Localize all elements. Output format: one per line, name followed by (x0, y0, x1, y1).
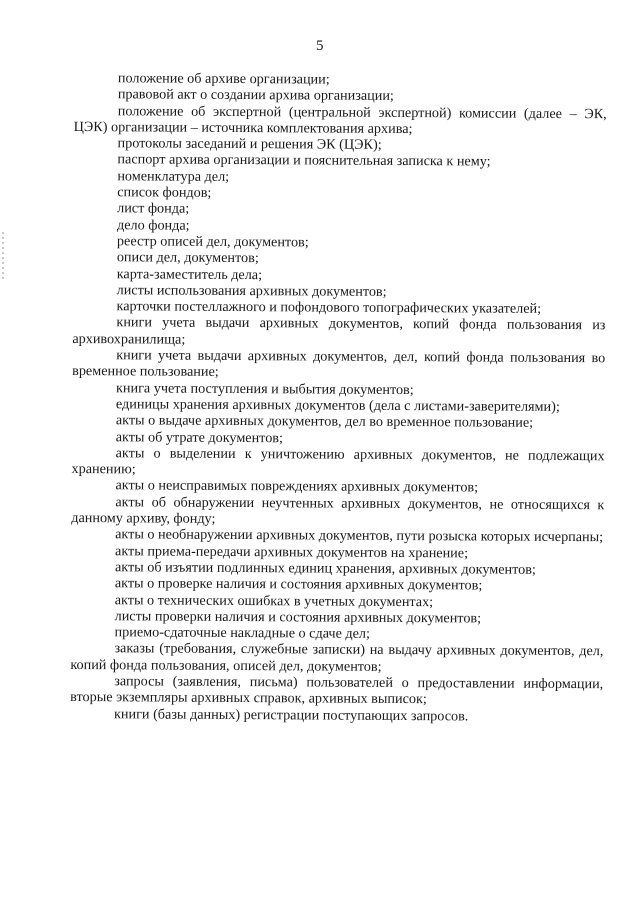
list-item: правовой акт о создании архива организации; (117, 86, 394, 105)
page-number: 5 (316, 38, 324, 54)
list-item: акты об утрате документов; (115, 428, 284, 446)
list-item: реестр описей дел, документов; (116, 233, 309, 251)
list-item: акты приема-передачи архивных документов на хранение; (115, 542, 469, 562)
scan-margin-mark (2, 232, 4, 280)
list-item: книга учета поступления и выбытия документов; (116, 379, 414, 398)
list-item: акты о проверке наличия и состояния архивных документов; (114, 575, 483, 594)
list-item: протоколы заседаний и решения ЭК (ЦЭК); (117, 135, 382, 154)
document-list (70, 70, 607, 725)
list-item: положение об экспертной (центральной экспертной) комиссии (далее – ЭК, ЦЭК) организации – источника комплектования архива; (73, 102, 607, 137)
list-item: паспорт архива организации и пояснительная записка к нему; (117, 151, 491, 171)
list-item: листы использования архивных документов; (116, 282, 387, 300)
list-item: акты о необнаружении архивных документов, пути розыска которых исчерпаны; (115, 526, 604, 546)
list-item: акты о технических ошибках в учетных документах; (114, 591, 434, 610)
list-item: заказы (требования, служебные записки) на выдачу архивных документов, дел, копий фонда пользования, описей дел, документов; (70, 640, 604, 675)
list-item: лист фонда; (117, 200, 190, 218)
list-item: акты о неисправимых повреждениях архивных документов; (115, 477, 479, 496)
list-item: карточки постеллажного и пофондового топографических указателей; (116, 298, 542, 318)
list-item: описи дел, документов; (116, 249, 259, 267)
list-item: книги (базы данных) регистрации поступающих запросов. (114, 705, 469, 724)
list-item: приемо-сдаточные накладные о сдаче дел; (114, 624, 371, 642)
list-item: дело фонда; (117, 216, 190, 234)
list-item: акты об обнаружении неучтенных архивных документов, не относящихся к данному архиву, фонду; (71, 493, 605, 527)
list-item: номенклатура дел; (117, 168, 230, 185)
list-item: книги учета выдачи архивных документов, копий фонда пользования из архивохранилища; (72, 314, 606, 348)
list-item: список фондов; (117, 184, 212, 201)
list-item: карта-заместитель дела; (116, 265, 263, 283)
list-item: книги учета выдачи архивных документов, дел, копий фонда пользования во временное пользование; (72, 347, 606, 381)
list-item: акты о выдаче архивных документов, дел во временное пользование; (115, 412, 534, 432)
list-item: положение об архиве организации; (117, 70, 330, 88)
list-item: акты об изъятии подлинных единиц хранения, архивных документов; (114, 559, 536, 578)
list-item: единицы хранения архивных документов (дела с листами-заверителями); (115, 396, 560, 415)
list-item: акты о выделении к уничтожению архивных документов, не подлежащих хранению; (71, 445, 605, 478)
list-item: запросы (заявления, письма) пользователей о предоставлении информации, вторые экземпляры архивных справок, архивных выписок; (70, 673, 604, 708)
list-item: листы проверки наличия и состояния архивных документов; (114, 608, 482, 627)
